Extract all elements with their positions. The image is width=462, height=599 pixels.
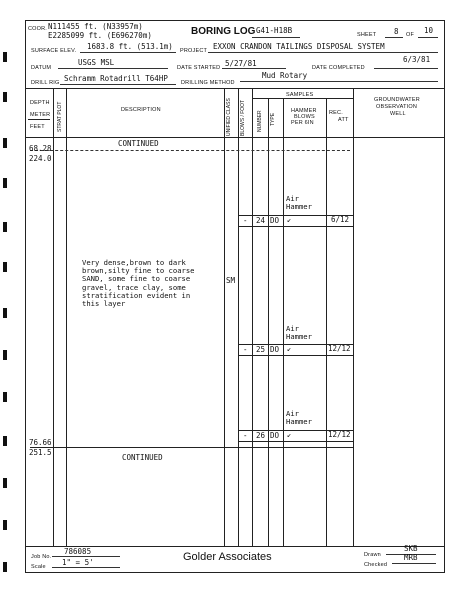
- down-arrow-icon: ↙: [287, 431, 292, 439]
- top-continued: CONTINUED: [118, 139, 159, 148]
- col-hammer: HAMMER: [291, 108, 317, 114]
- top-meter: 68.28: [29, 144, 52, 153]
- sample-recovery: 6/12: [331, 215, 350, 224]
- binder-mark: [3, 178, 7, 188]
- binder-mark: [3, 138, 7, 148]
- coord-east: E2285099 ft. (E696270m): [48, 31, 152, 40]
- down-arrow-icon: ↙: [287, 345, 292, 353]
- of-label: OF: [406, 32, 415, 38]
- layer-description: Very dense,brown to dark brown,silty fine to coarse SAND, some fine to coarse gravel, trace clay, some stratification evident in this layer: [82, 258, 195, 309]
- col-meter: METER: [30, 112, 51, 118]
- sample-type: DO: [270, 345, 280, 354]
- sample-hammer: Air Hammer: [286, 194, 312, 212]
- col-depth: DEPTH: [30, 100, 50, 106]
- bottom-meter: 76.66: [29, 438, 52, 447]
- sample-recovery: 12/12: [328, 344, 351, 353]
- bottom-feet: 251.5: [29, 448, 52, 457]
- job-no-label: Job No.: [31, 554, 52, 560]
- down-arrow-icon: ↙: [287, 216, 292, 224]
- surface-elev: 1683.8 ft. (513.1m): [87, 42, 173, 51]
- checked-label: Checked: [364, 562, 388, 568]
- surface-elev-label: SURFACE ELEV.: [31, 48, 77, 54]
- drill-rig: Schramm Rotadrill T64HP: [64, 74, 168, 83]
- binder-mark: [3, 436, 7, 446]
- binder-mark: [3, 392, 7, 402]
- binder-mark: [3, 262, 7, 272]
- sample-recovery: 12/12: [328, 430, 351, 439]
- col-observation: OBSERVATION: [376, 104, 418, 110]
- sample-number: 26: [256, 431, 266, 440]
- col-well: WELL: [390, 111, 406, 117]
- sample-blows: -: [243, 431, 248, 440]
- checked-by: MRB: [404, 553, 418, 562]
- drill-rig-label: DRILL RIG: [31, 80, 60, 86]
- log-title: BORING LOG: [191, 26, 256, 37]
- col-samples: SAMPLES: [286, 92, 314, 98]
- scale: 1" = 5': [62, 558, 94, 567]
- binder-mark: [3, 562, 7, 572]
- drilling-method: Mud Rotary: [262, 71, 308, 80]
- binder-mark: [3, 308, 7, 318]
- binder-mark: [3, 478, 7, 488]
- col-feet: FEET: [30, 124, 45, 130]
- coord-label: COOR.: [28, 26, 48, 32]
- company-name: Golder Associates: [183, 551, 272, 563]
- sheet-label: SHEET: [357, 32, 377, 38]
- date-started: 5/27/81: [225, 59, 257, 68]
- col-blows: BLOWS: [294, 114, 315, 120]
- drilling-method-label: DRILLING METHOD: [181, 80, 235, 86]
- sample-blows: -: [243, 216, 248, 225]
- sample-type: DO: [270, 216, 280, 225]
- col-rec: REC.: [329, 110, 343, 116]
- date-completed-label: DATE COMPLETED: [312, 65, 365, 71]
- date-started-label: DATE STARTED: [177, 65, 221, 71]
- job-no: 786085: [64, 547, 92, 556]
- coord-north: N111455 ft. (N33957m): [48, 22, 143, 31]
- col-unified-class: UNIFIED CLASS: [226, 98, 232, 136]
- date-completed: 6/3/81: [403, 55, 431, 64]
- col-groundwater: GROUNDWATER: [374, 97, 420, 103]
- bottom-continued: CONTINUED: [122, 453, 163, 462]
- col-blows-foot: BLOWS / FOOT: [240, 99, 246, 136]
- sample-hammer: Air Hammer: [286, 324, 312, 342]
- col-description: DESCRIPTION: [121, 107, 161, 113]
- sheet-total: 10: [424, 26, 434, 35]
- sample-hammer: Air Hammer: [286, 409, 312, 427]
- unified-class: SM: [226, 276, 236, 285]
- top-feet: 224.0: [29, 154, 52, 163]
- col-att: ATT: [338, 117, 349, 123]
- binder-mark: [3, 520, 7, 530]
- boring-id: G41-H18B: [256, 26, 293, 35]
- drawn-label: Drawn: [364, 552, 381, 558]
- sample-number: 25: [256, 345, 266, 354]
- col-type: TYPE: [270, 112, 276, 126]
- drawn-by: SKB: [404, 544, 418, 553]
- binder-mark: [3, 52, 7, 62]
- datum: USGS MSL: [78, 58, 115, 67]
- sheet-number: 8: [394, 27, 399, 36]
- binder-mark: [3, 222, 7, 232]
- project-label: PROJECT: [180, 48, 208, 54]
- datum-label: DATUM: [31, 65, 52, 71]
- scale-label: Scale: [31, 564, 46, 570]
- col-per-6in: PER 6IN: [291, 120, 314, 126]
- col-strat-plot: STRAT PLOT: [57, 101, 63, 132]
- sample-type: DO: [270, 431, 280, 440]
- sample-blows: -: [243, 345, 248, 354]
- project-name: EXXON CRANDON TAILINGS DISPOSAL SYSTEM: [213, 42, 385, 51]
- col-number: NUMBER: [257, 110, 263, 132]
- binder-mark: [3, 92, 7, 102]
- binder-mark: [3, 350, 7, 360]
- sample-number: 24: [256, 216, 266, 225]
